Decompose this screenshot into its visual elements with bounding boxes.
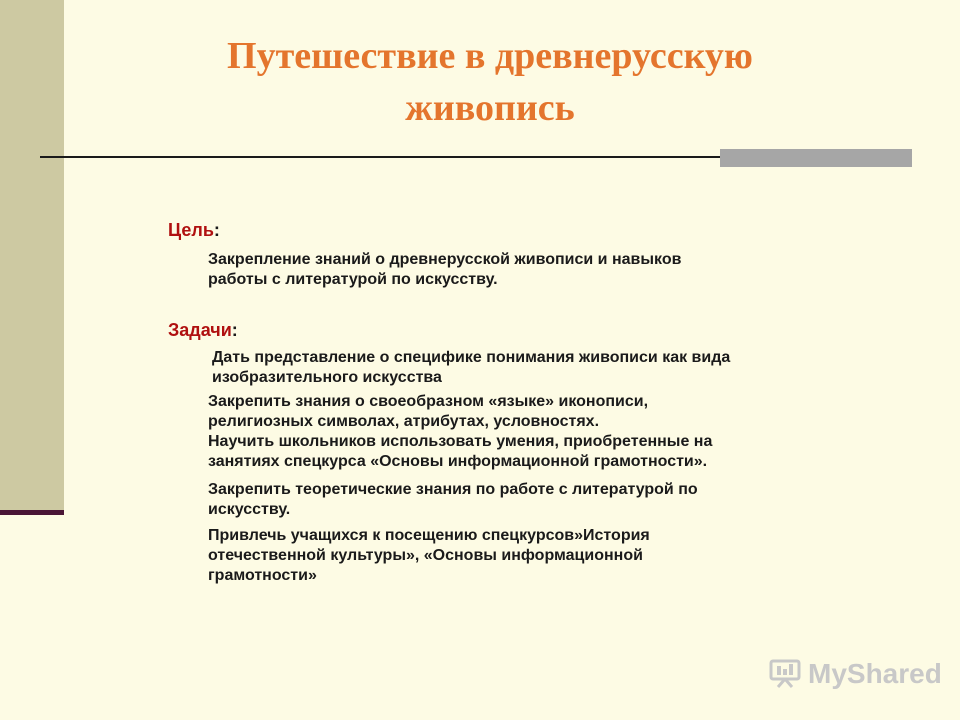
slide-title bbox=[110, 30, 870, 134]
task-item-1 bbox=[212, 348, 730, 388]
tasks-heading-label: Задачи bbox=[168, 320, 232, 340]
task-4-line-3: грамотности» bbox=[208, 567, 317, 584]
goal-heading-colon: : bbox=[213, 220, 220, 240]
task-4-line-1: Привлечь учащихся к посещению спецкурсов»История bbox=[208, 527, 650, 544]
task-1-line-2: изобразительного искусства bbox=[212, 369, 442, 386]
task-2-line-1: Закрепить знания о своеобразном «языке» иконописи, bbox=[208, 393, 649, 410]
task-item-2 bbox=[208, 392, 712, 472]
tasks-heading-colon: : bbox=[231, 320, 238, 340]
task-2-line-3: Научить школьников использовать умения, приобретенные на bbox=[208, 433, 713, 450]
goal-heading-label: Цель bbox=[168, 220, 214, 240]
goal-line-2: работы с литературой по искусству. bbox=[208, 271, 498, 288]
task-2-line-4: занятиях спецкурса «Основы информационной грамотности». bbox=[208, 453, 708, 470]
task-4-line-2: отечественной культуры», «Основы информационной bbox=[208, 547, 643, 564]
presentation-icon bbox=[768, 657, 802, 691]
title-line-1: Путешествие в древнерусскую bbox=[227, 35, 753, 77]
left-decor-rule bbox=[0, 510, 64, 515]
task-1-line-1: Дать представление о специфике понимания живописи как вида bbox=[212, 349, 731, 366]
title-line-2: живопись bbox=[405, 87, 575, 129]
task-item-4 bbox=[208, 526, 650, 586]
task-2-line-2: религиозных символах, атрибутах, условностях. bbox=[208, 413, 600, 430]
watermark bbox=[768, 654, 942, 694]
goal-heading bbox=[168, 220, 220, 241]
task-item-3 bbox=[208, 480, 698, 520]
watermark-text: MyShared bbox=[808, 658, 942, 689]
title-divider-accent bbox=[720, 149, 912, 167]
left-decor-bar bbox=[0, 0, 64, 512]
goal-line-1: Закрепление знаний о древнерусской живописи и навыков bbox=[208, 251, 682, 268]
task-3-line-1: Закрепить теоретические знания по работе с литературой по bbox=[208, 481, 698, 498]
goal-text bbox=[208, 250, 681, 290]
task-3-line-2: искусству. bbox=[208, 501, 291, 518]
tasks-heading bbox=[168, 320, 238, 341]
